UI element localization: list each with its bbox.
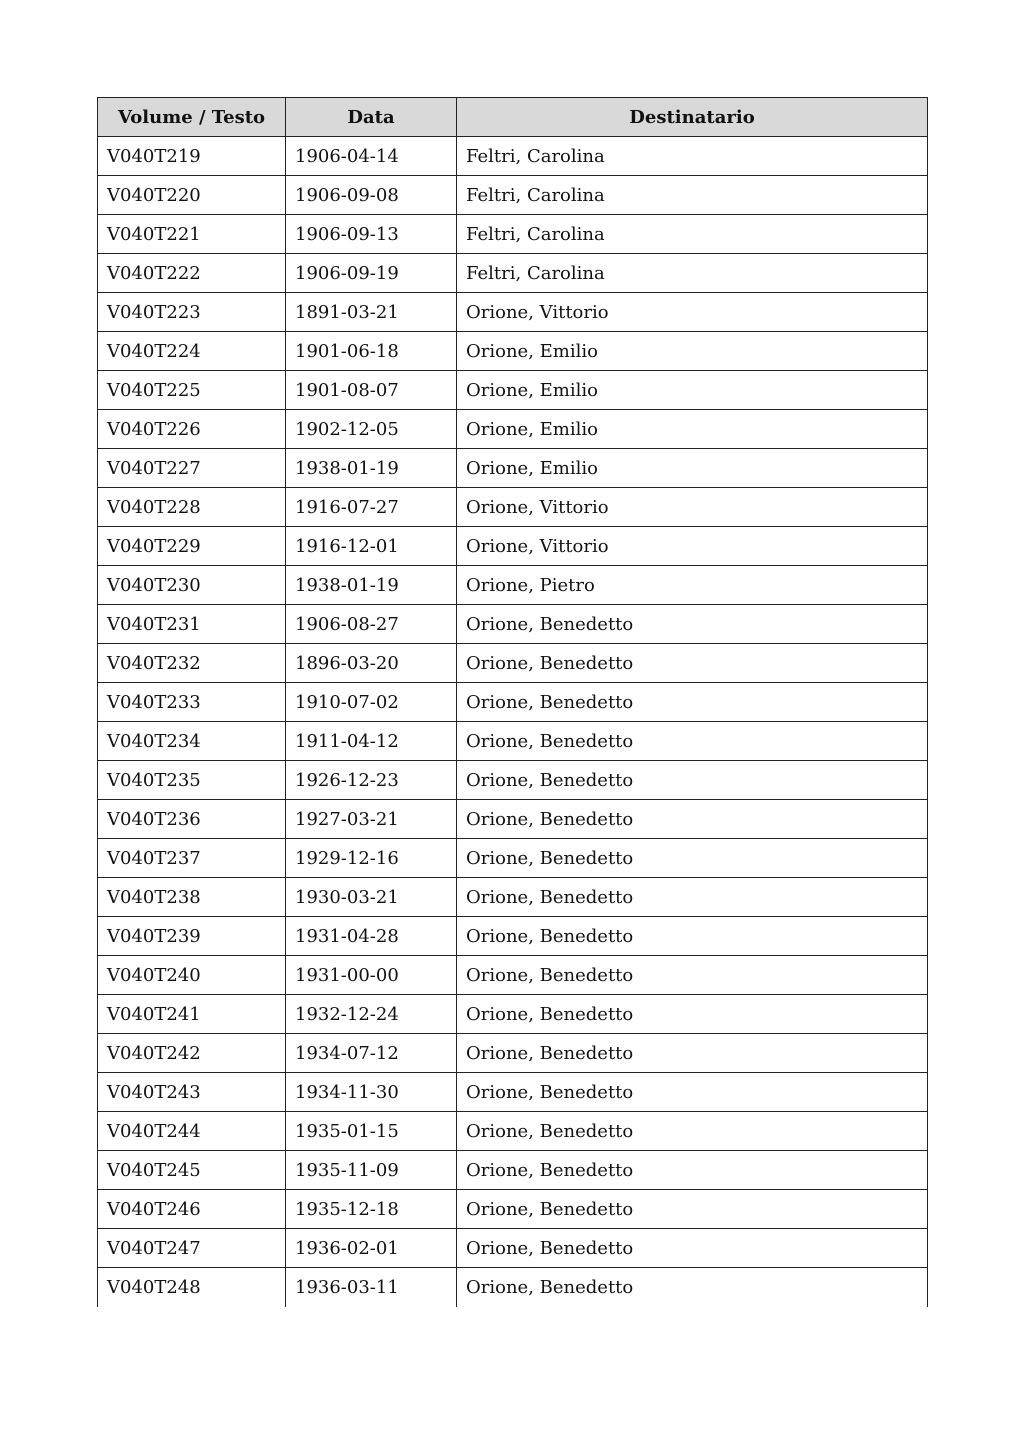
cell-destinatario: Orione, Vittorio — [457, 488, 928, 527]
table-row — [98, 449, 928, 488]
table-row — [98, 1268, 928, 1307]
cell-volume-testo: V040T232 — [98, 644, 286, 683]
cell-destinatario: Orione, Benedetto — [457, 917, 928, 956]
table-row — [98, 1073, 928, 1112]
cell-destinatario: Orione, Emilio — [457, 332, 928, 371]
table-row — [98, 917, 928, 956]
cell-data: 1916-07-27 — [286, 488, 457, 527]
cell-volume-testo: V040T226 — [98, 410, 286, 449]
cell-volume-testo: V040T243 — [98, 1073, 286, 1112]
cell-volume-testo: V040T234 — [98, 722, 286, 761]
cell-volume-testo: V040T221 — [98, 215, 286, 254]
table-row — [98, 215, 928, 254]
cell-volume-testo: V040T235 — [98, 761, 286, 800]
table-row — [98, 1190, 928, 1229]
cell-destinatario: Orione, Benedetto — [457, 1034, 928, 1073]
cell-volume-testo: V040T245 — [98, 1151, 286, 1190]
table-row — [98, 371, 928, 410]
cell-destinatario: Orione, Emilio — [457, 371, 928, 410]
table-row — [98, 1229, 928, 1268]
cell-destinatario: Orione, Benedetto — [457, 1151, 928, 1190]
cell-destinatario: Orione, Benedetto — [457, 995, 928, 1034]
table-row — [98, 722, 928, 761]
cell-volume-testo: V040T238 — [98, 878, 286, 917]
table-header-row — [98, 98, 928, 137]
cell-destinatario: Orione, Pietro — [457, 566, 928, 605]
cell-volume-testo: V040T230 — [98, 566, 286, 605]
cell-data: 1906-09-08 — [286, 176, 457, 215]
table-row — [98, 527, 928, 566]
cell-volume-testo: V040T224 — [98, 332, 286, 371]
cell-volume-testo: V040T231 — [98, 605, 286, 644]
cell-data: 1938-01-19 — [286, 449, 457, 488]
table-row — [98, 605, 928, 644]
cell-volume-testo: V040T242 — [98, 1034, 286, 1073]
cell-destinatario: Orione, Benedetto — [457, 761, 928, 800]
cell-data: 1934-11-30 — [286, 1073, 457, 1112]
cell-volume-testo: V040T223 — [98, 293, 286, 332]
cell-volume-testo: V040T227 — [98, 449, 286, 488]
table-row — [98, 761, 928, 800]
cell-data: 1911-04-12 — [286, 722, 457, 761]
cell-volume-testo: V040T239 — [98, 917, 286, 956]
table-row — [98, 176, 928, 215]
cell-data: 1927-03-21 — [286, 800, 457, 839]
cell-data: 1906-04-14 — [286, 137, 457, 176]
letters-table — [97, 97, 928, 1307]
cell-data: 1935-01-15 — [286, 1112, 457, 1151]
cell-data: 1926-12-23 — [286, 761, 457, 800]
cell-data: 1931-00-00 — [286, 956, 457, 995]
cell-volume-testo: V040T229 — [98, 527, 286, 566]
cell-destinatario: Orione, Emilio — [457, 449, 928, 488]
cell-data: 1934-07-12 — [286, 1034, 457, 1073]
cell-data: 1901-06-18 — [286, 332, 457, 371]
table-row — [98, 137, 928, 176]
cell-destinatario: Feltri, Carolina — [457, 215, 928, 254]
cell-volume-testo: V040T244 — [98, 1112, 286, 1151]
cell-volume-testo: V040T225 — [98, 371, 286, 410]
cell-data: 1936-03-11 — [286, 1268, 457, 1307]
cell-volume-testo: V040T247 — [98, 1229, 286, 1268]
cell-volume-testo: V040T241 — [98, 995, 286, 1034]
table-row — [98, 332, 928, 371]
table-row — [98, 1034, 928, 1073]
cell-volume-testo: V040T246 — [98, 1190, 286, 1229]
cell-data: 1902-12-05 — [286, 410, 457, 449]
cell-data: 1916-12-01 — [286, 527, 457, 566]
cell-destinatario: Orione, Benedetto — [457, 1112, 928, 1151]
table-row — [98, 488, 928, 527]
cell-volume-testo: V040T240 — [98, 956, 286, 995]
cell-data: 1935-12-18 — [286, 1190, 457, 1229]
cell-destinatario: Feltri, Carolina — [457, 137, 928, 176]
cell-destinatario: Orione, Benedetto — [457, 1229, 928, 1268]
table-row — [98, 410, 928, 449]
cell-data: 1935-11-09 — [286, 1151, 457, 1190]
cell-data: 1938-01-19 — [286, 566, 457, 605]
cell-data: 1936-02-01 — [286, 1229, 457, 1268]
cell-volume-testo: V040T248 — [98, 1268, 286, 1307]
cell-destinatario: Orione, Benedetto — [457, 605, 928, 644]
cell-destinatario: Orione, Benedetto — [457, 644, 928, 683]
cell-data: 1896-03-20 — [286, 644, 457, 683]
table-body — [98, 137, 928, 1307]
table-row — [98, 800, 928, 839]
table-row — [98, 1151, 928, 1190]
cell-destinatario: Orione, Vittorio — [457, 527, 928, 566]
column-header-volume-testo: Volume / Testo — [98, 98, 286, 137]
cell-data: 1901-08-07 — [286, 371, 457, 410]
table-row — [98, 956, 928, 995]
table-row — [98, 566, 928, 605]
cell-volume-testo: V040T228 — [98, 488, 286, 527]
cell-destinatario: Orione, Benedetto — [457, 1073, 928, 1112]
cell-data: 1910-07-02 — [286, 683, 457, 722]
column-header-data: Data — [286, 98, 457, 137]
cell-destinatario: Feltri, Carolina — [457, 176, 928, 215]
cell-volume-testo: V040T236 — [98, 800, 286, 839]
table-row — [98, 1112, 928, 1151]
cell-destinatario: Orione, Benedetto — [457, 878, 928, 917]
cell-data: 1891-03-21 — [286, 293, 457, 332]
cell-data: 1906-09-13 — [286, 215, 457, 254]
cell-volume-testo: V040T237 — [98, 839, 286, 878]
table-row — [98, 644, 928, 683]
cell-destinatario: Feltri, Carolina — [457, 254, 928, 293]
cell-volume-testo: V040T219 — [98, 137, 286, 176]
cell-data: 1930-03-21 — [286, 878, 457, 917]
table-row — [98, 878, 928, 917]
cell-data: 1932-12-24 — [286, 995, 457, 1034]
column-header-destinatario: Destinatario — [457, 98, 928, 137]
cell-volume-testo: V040T222 — [98, 254, 286, 293]
cell-data: 1906-09-19 — [286, 254, 457, 293]
table-row — [98, 839, 928, 878]
cell-destinatario: Orione, Benedetto — [457, 800, 928, 839]
cell-volume-testo: V040T220 — [98, 176, 286, 215]
cell-volume-testo: V040T233 — [98, 683, 286, 722]
cell-destinatario: Orione, Benedetto — [457, 956, 928, 995]
cell-data: 1929-12-16 — [286, 839, 457, 878]
cell-destinatario: Orione, Benedetto — [457, 839, 928, 878]
table-row — [98, 254, 928, 293]
table-row — [98, 683, 928, 722]
cell-data: 1906-08-27 — [286, 605, 457, 644]
cell-destinatario: Orione, Benedetto — [457, 1190, 928, 1229]
cell-destinatario: Orione, Benedetto — [457, 1268, 928, 1307]
cell-destinatario: Orione, Vittorio — [457, 293, 928, 332]
table-row — [98, 995, 928, 1034]
cell-data: 1931-04-28 — [286, 917, 457, 956]
table-row — [98, 293, 928, 332]
cell-destinatario: Orione, Emilio — [457, 410, 928, 449]
cell-destinatario: Orione, Benedetto — [457, 722, 928, 761]
cell-destinatario: Orione, Benedetto — [457, 683, 928, 722]
